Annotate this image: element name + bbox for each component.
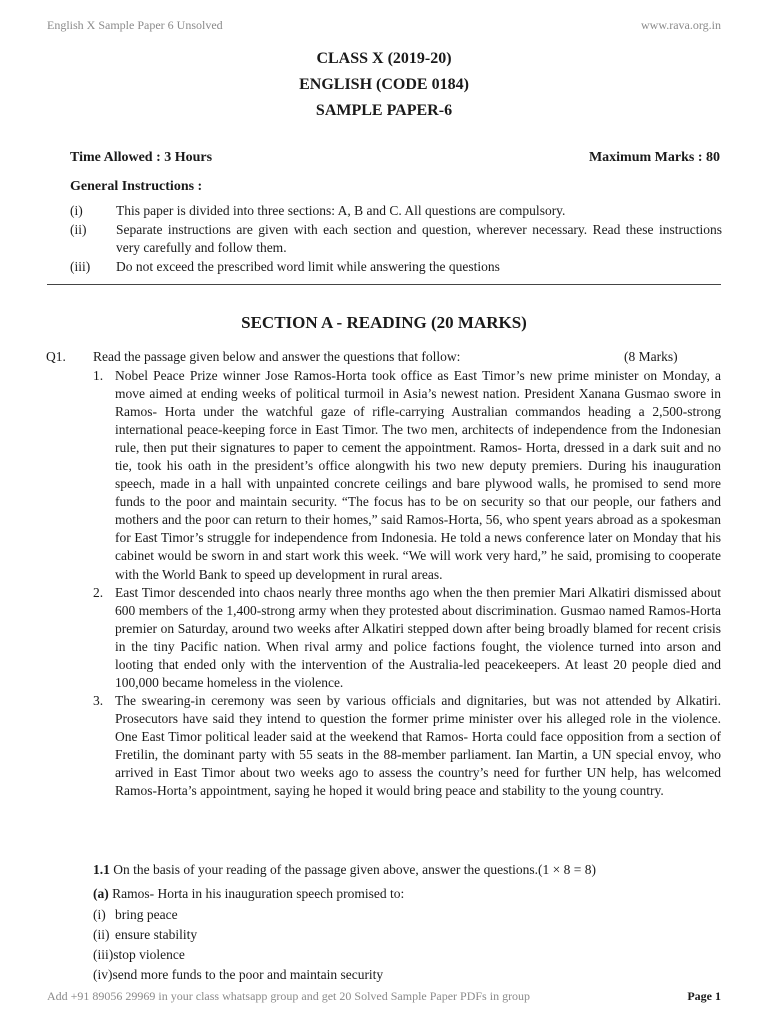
paragraph-number: 2.: [93, 584, 104, 600]
instruction-number: (iii): [70, 259, 91, 274]
reading-passage: [93, 367, 721, 800]
paper-titles: [0, 46, 768, 124]
option-number: (i): [93, 907, 106, 922]
header-website: www.rava.org.in: [641, 18, 721, 32]
option-text: ensure stability: [115, 927, 198, 942]
page-footer: [47, 989, 721, 1004]
option-item: [93, 925, 383, 945]
question-a-label: (a): [93, 886, 109, 901]
paragraph-text: East Timor descended into chaos nearly three months ago when the then premier Mari Alkatiri dismissed about 600 members of the 1,400-strong army when they protested about discrimination. Gusmao named Ramos-Horta premier on Saturday, around two weeks after Alkatiri stepped down after being broadly blamed for recent crisis in the tiny Pacific nation. When rival army and police factions fought, the violence turned into arson and looting that ended only with the intervention of the Australia-led peacekeepers. At least 20 people died and 100,000 became homeless in the violence.: [115, 584, 721, 690]
instruction-item: [70, 202, 722, 220]
option-item: [93, 945, 383, 965]
general-instructions-list: [70, 202, 722, 277]
question-a-options: [93, 905, 383, 985]
paragraph-text: The swearing-in ceremony was seen by various officials and dignitaries, but was not attended by Alkatiri. Prosecutors have said they intend to question the former prime minister over his alleged role in the violence. One East Timor political leader said at the weekend that Ramos- Horta could face opposition from a section of Fretilin, the dominant party with 55 seats in the 88-member parliament. Ian Martin, a UN special envoy, who arrived in East Timor about two weeks ago to assess the country’s need for further UN help, has welcomed Ramos-Horta’s appointment, saying he hoped it would bring peace and stability to the young country.: [115, 692, 721, 799]
passage-paragraph: [93, 584, 721, 692]
horizontal-divider: [47, 284, 721, 285]
option-text: send more funds to the poor and maintain security: [112, 967, 384, 982]
paragraph-number: 3.: [93, 692, 104, 708]
section-title: SECTION A - READING (20 MARKS): [241, 313, 527, 332]
paragraph-text: Nobel Peace Prize winner Jose Ramos-Horta took office as East Timor’s new prime minister on Monday, a move aimed at ending weeks of political turmoil in Asia’s newest nation. President Xanana Gusmao swore in Ramos- Horta under the watchful gaze of rifle-carrying Australian commandos heading a 2,500-strong international peace-keeping force in East Timor. The two men, architects of independence from the Indonesian rule, then put their signatures to paper to cement the appointment. Ramos- Horta, dressed in a dark suit and no tie, took his oath in the president’s office alongwith his two new deputy premiers. During his inauguration speech, made in a hall with unpainted concrete ceilings and bare plywood walls, he promised to send more funds to the poor and maintain security. “The focus has to be on security so that our people, our fathers and mothers and the poor can return to their homes,” said Ramos-Horta, 56, who spent years abroad as a spokesman for East Timor’s struggle for independence from Indonesia. He told a news conference later on Monday that his cabinet would be sworn in and start work this week. “We will work very hard,” he said, promising to cooperate with the World Bank to speed up development in rural areas.: [115, 368, 721, 582]
passage-paragraph: [93, 367, 721, 584]
subject-title: ENGLISH (CODE 0184): [299, 76, 469, 93]
option-number: (ii): [93, 927, 110, 942]
maximum-marks: Maximum Marks : 80: [588, 150, 720, 165]
question-marks: (8 Marks): [624, 349, 678, 364]
exam-meta: [70, 150, 720, 166]
question-a-text: Ramos- Horta in his inauguration speech promised to:: [112, 886, 405, 901]
instruction-item: [70, 258, 722, 276]
option-number: (iii): [93, 947, 114, 962]
instruction-text: Separate instructions are given with each section and question, wherever necessary. Read these instructions very carefully and follow them.: [116, 222, 722, 255]
instruction-number: (ii): [70, 222, 87, 237]
passage-paragraph: [93, 692, 721, 800]
paper-title: SAMPLE PAPER-6: [315, 102, 453, 119]
instruction-number: (i): [70, 203, 83, 218]
question-a: [93, 886, 404, 902]
question-1: [46, 349, 720, 365]
question-number: Q1.: [46, 349, 66, 364]
option-text: bring peace: [115, 907, 178, 922]
sub-question-number: 1.1: [93, 862, 110, 877]
page-header: [47, 18, 721, 33]
class-title: CLASS X (2019-20): [316, 50, 452, 67]
general-instructions-heading: General Instructions :: [70, 179, 203, 194]
page-number: Page 1: [687, 989, 721, 1003]
sub-question-1-1: [93, 862, 721, 878]
question-prompt: Read the passage given below and answer the questions that follow:: [93, 349, 461, 364]
instruction-text: This paper is divided into three sections: A, B and C. All questions are compulsory.: [116, 203, 566, 218]
option-text: stop violence: [113, 947, 185, 962]
footer-note: Add +91 89056 29969 in your class whatsapp group and get 20 Solved Sample Paper PDFs in group: [47, 989, 531, 1003]
sub-question-text: On the basis of your reading of the passage given above, answer the questions.(1 × 8 = 8): [113, 862, 596, 877]
option-item: [93, 905, 383, 925]
paragraph-number: 1.: [93, 368, 104, 383]
option-number: (iv): [93, 967, 113, 982]
time-allowed: Time Allowed : 3 Hours: [70, 150, 213, 165]
option-item: [93, 965, 383, 985]
instruction-item: [70, 221, 722, 257]
header-document-name: English X Sample Paper 6 Unsolved: [47, 18, 223, 32]
instruction-text: Do not exceed the prescribed word limit while answering the questions: [116, 259, 500, 274]
